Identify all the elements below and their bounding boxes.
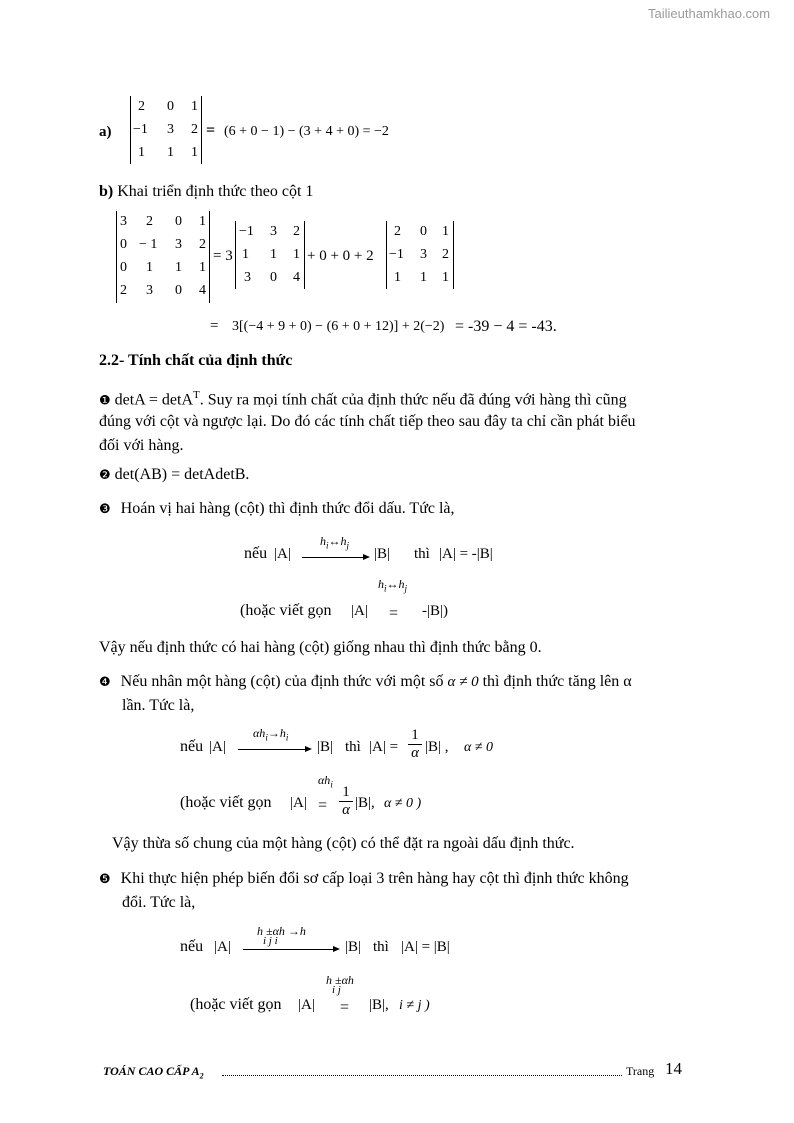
p4-f2-frac-den: α (339, 801, 353, 819)
p4-cond: α ≠ 0 (447, 674, 479, 690)
minor2-cell: 2 (394, 224, 401, 239)
matrix-b4-cell: 0 (175, 214, 182, 229)
p1-line3: đối với hàng. (99, 437, 184, 454)
matrix-b4-cell: − 1 (139, 237, 158, 252)
minor2-cell: 1 (420, 270, 427, 285)
footer-page-num: 14 (665, 1059, 682, 1078)
minor1-cell: 3 (244, 270, 251, 285)
p3-f1-arrow-icon (302, 557, 368, 558)
part-b-line2-result: = -39 − 4 = -43. (455, 318, 557, 335)
minor1-cell: 0 (270, 270, 277, 285)
p4-f2-cond: α ≠ 0 ) (384, 796, 422, 811)
minor2-cell: 0 (420, 224, 427, 239)
p3-f1-A: |A| (274, 546, 291, 562)
p5-f1-neu: nếu (180, 938, 204, 955)
p3-f1-over: $h_i\leftrightarrow h_j$ (320, 534, 350, 551)
p5-f2-cond: i ≠ j ) (399, 998, 430, 1013)
p4-f1-frac-den: α (408, 744, 422, 762)
matrix-a-cell: 1 (167, 145, 174, 160)
matrix-a-cell: 1 (191, 99, 198, 114)
part-b-line2-expr: 3[(−4 + 9 + 0) − (6 + 0 + 12)] + 2(−2) (232, 319, 445, 334)
p4-f2-over: $\alpha h_i$ (318, 773, 333, 790)
p5-f1-res: |A| = |B| (401, 939, 450, 955)
matrix-b4-cell: 2 (199, 237, 206, 252)
matrix-b4-cell: 1 (199, 214, 206, 229)
minor1-cell: 2 (293, 224, 300, 239)
matrix-b4-cell: 4 (199, 283, 206, 298)
p1-line2: đúng với cột và ngược lại. Do đó các tính chất tiếp theo sau đây ta chỉ cần phát biểu (99, 413, 636, 430)
p5-f2-over-subs: i j (332, 984, 341, 996)
p4-f1-frac (408, 727, 422, 762)
minor2-cell: 1 (394, 270, 401, 285)
p4-f1-thi: thì (345, 739, 361, 755)
minor2-cell: 3 (420, 247, 427, 262)
p5-line1: Khi thực hiện phép biến đổi sơ cấp loại 3 trên hàng hay cột thì định thức không (120, 870, 629, 887)
p4-after: Vậy thừa số chung của một hàng (cột) có thể đặt ra ngoài dấu định thức. (112, 835, 575, 852)
matrix-b4-cell: 3 (175, 237, 182, 252)
p3-f2-eq: = (389, 605, 399, 622)
p3-f1-B: |B| (374, 546, 391, 562)
p4-f1-over: $\alpha h_i\to h_i$ (253, 726, 289, 743)
part-a-equals: = (206, 122, 216, 139)
p4-line2: lần. Tức là, (122, 697, 195, 714)
part-b-line2-prefix: = (210, 318, 219, 334)
matrix-b-minor1 (235, 221, 305, 289)
bullet-2-icon: ❷ (99, 468, 111, 483)
p4-f1-B: |B| (317, 739, 334, 755)
p4-text-b: thì định thức tăng lên α (482, 673, 632, 690)
matrix-a (130, 96, 202, 164)
part-b-intro: Khai triển định thức theo cột 1 (117, 183, 314, 200)
p4-f2-frac-num: 1 (342, 784, 350, 800)
p5-f2-A: |A| (298, 997, 315, 1013)
p2-text: det(AB) = detAdetB. (114, 466, 250, 483)
part-b-coef: = 3 (213, 248, 233, 264)
part-a-rhs: (6 + 0 − 1) − (3 + 4 + 0) = −2 (224, 124, 389, 139)
matrix-b4-cell: 0 (175, 283, 182, 298)
p5-f2-res: |B|, (369, 997, 389, 1013)
p5-f1-thi: thì (373, 939, 389, 955)
minor1-cell: 4 (293, 270, 300, 285)
matrix-b-minor2 (386, 221, 454, 289)
matrix-b4-cell: 1 (146, 260, 153, 275)
p4-f2-eq: = (318, 797, 328, 814)
matrix-a-cell: 2 (138, 99, 145, 114)
p4-f2-A: |A| (290, 795, 307, 811)
p5-f2-eq: = (340, 999, 350, 1016)
p5-f1-arrow-icon (243, 949, 338, 950)
minor1-cell: 1 (270, 247, 277, 262)
matrix-a-cell: 0 (167, 99, 174, 114)
p5-f1-over-subs: i j i (263, 935, 278, 947)
bullet-3-icon: ❸ (99, 502, 111, 517)
matrix-a-cell: 1 (138, 145, 145, 160)
matrix-b4 (116, 211, 210, 303)
p4-f1-neu: nếu (180, 738, 204, 755)
matrix-b4-cell: 2 (146, 214, 153, 229)
part-b-middle: + 0 + 0 + 2 (307, 248, 374, 264)
p4-f2-frac (339, 784, 353, 819)
p3-f2-res: -|B|) (422, 603, 449, 619)
p5-f1-over: h ±αh →h (257, 924, 306, 938)
matrix-b4-cell: 0 (120, 260, 127, 275)
p4-f2-res: |B|, (355, 795, 375, 811)
p1-text-a: detA = detA (114, 391, 193, 409)
minor2-cell: 2 (442, 247, 449, 262)
matrix-b4-cell: 1 (199, 260, 206, 275)
p5-f2-over: h ±αh (326, 973, 354, 987)
part-b-label: b) (99, 183, 114, 200)
p4-f1-frac-num: 1 (411, 727, 419, 743)
p3-f2-over: $h_i\leftrightarrow h_j$ (378, 577, 408, 594)
p5-f1-A: |A| (214, 939, 231, 955)
footer-title: TOÁN CAO CẤP $A_2$ (103, 1064, 204, 1081)
footer-dots (222, 1075, 622, 1076)
watermark: Tailieuthamkhao.com (648, 6, 771, 21)
p1-sup: T (193, 389, 200, 401)
matrix-a-cell: 1 (191, 145, 198, 160)
section-title: 2.2- Tính chất của định thức (99, 352, 293, 369)
matrix-b4-cell: 3 (146, 283, 153, 298)
p4-f1-A: |A| (209, 739, 226, 755)
minor2-cell: 1 (442, 270, 449, 285)
p3-f2-A: |A| (351, 603, 368, 619)
p3-f1-thi: thì (414, 546, 430, 562)
p5-line2: đổi. Tức là, (122, 894, 196, 911)
p5-f1-B: |B| (345, 939, 362, 955)
minor1-cell: 3 (270, 224, 277, 239)
matrix-b4-cell: 0 (120, 237, 127, 252)
matrix-a-cell: −1 (133, 122, 148, 137)
p4-f1-arrow-icon (238, 749, 310, 750)
matrix-b4-cell: 1 (175, 260, 182, 275)
minor1-cell: −1 (239, 224, 254, 239)
p3-f1-neu: nếu (244, 545, 268, 562)
p3-text: Hoán vị hai hàng (cột) thì định thức đổi dấu. Tức là, (120, 500, 455, 517)
p4-f1-res-a: |A| = (369, 739, 399, 755)
bullet-1-icon: ❶ (99, 393, 111, 409)
footer-page-label: Trang (626, 1064, 655, 1078)
p4-f1-cond: α ≠ 0 (464, 740, 494, 755)
p4-text-a: Nếu nhân một hàng (cột) của định thức với một số (120, 673, 444, 690)
p3-f2-open: (hoặc viết gọn (240, 602, 332, 619)
minor2-cell: −1 (389, 247, 404, 262)
p3-f1-res: |A| = -|B| (439, 546, 493, 562)
p1-text-b: . Suy ra mọi tính chất của định thức nếu đã đúng với hàng thì cũng (199, 391, 627, 409)
minor1-cell: 1 (242, 247, 249, 262)
minor1-cell: 1 (293, 247, 300, 262)
p4-f2-open: (hoặc viết gọn (180, 794, 272, 811)
bullet-5-icon: ❺ (99, 872, 111, 887)
p4-f1-res-b: |B| , (425, 739, 449, 755)
bullet-4-icon: ❹ (99, 675, 111, 690)
matrix-b4-cell: 3 (120, 214, 127, 229)
matrix-b4-cell: 2 (120, 283, 127, 298)
p5-f2-open: (hoặc viết gọn (190, 996, 282, 1013)
matrix-a-cell: 2 (191, 122, 198, 137)
minor2-cell: 1 (442, 224, 449, 239)
part-a-label: a) (99, 124, 112, 140)
matrix-a-cell: 3 (167, 122, 174, 137)
p3-after: Vậy nếu định thức có hai hàng (cột) giống nhau thì định thức bằng 0. (99, 639, 542, 656)
